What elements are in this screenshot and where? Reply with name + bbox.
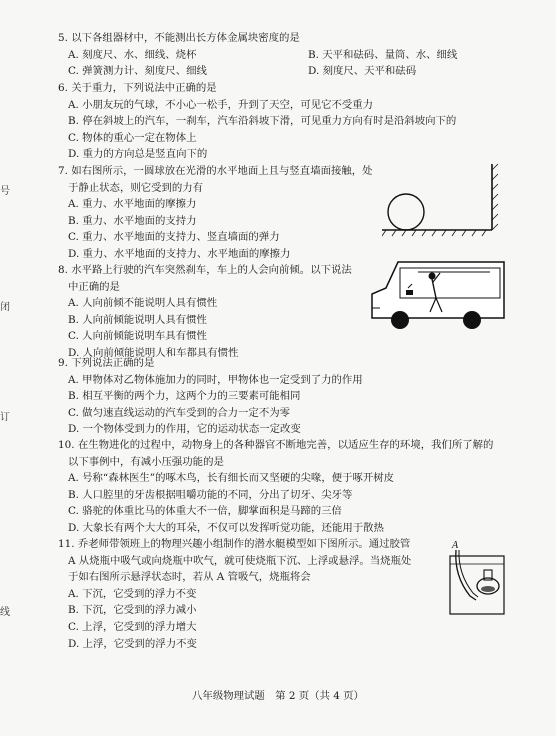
option-d: D. 重力的方向总是竖直向下的: [68, 148, 208, 161]
question-stem-cont-2: 于如右图所示悬浮状态时，若从 A 管吸气，烧瓶将会: [68, 571, 311, 584]
option-b: B. 停在斜坡上的汽车，一刹车，汽车沿斜坡下滑，可见重力方向有时是沿斜坡向下的: [68, 115, 457, 128]
margin-mark-3: 订: [0, 412, 10, 423]
option-d: D. 大象长有两个大大的耳朵，不仅可以发挥听觉功能，还能用于散热: [68, 521, 384, 534]
question-6: [58, 80, 488, 163]
option-c: C. 做匀速直线运动的汽车受到的合力一定不为零: [68, 406, 290, 419]
question-stem-cont: 于静止状态，则它受到的力有: [68, 181, 204, 194]
option-c: C. 重力、水平地面的支持力、竖直墙面的弹力: [68, 231, 280, 244]
options-row-2: [58, 63, 488, 80]
option-a: A. 人向前倾不能说明人具有惯性: [68, 297, 218, 310]
question-stem-cont: A 从烧瓶中吸气或向烧瓶中吹气，就可使烧瓶下沉、上浮或悬浮。当烧瓶处: [68, 554, 412, 567]
ball-wall-figure: [382, 162, 502, 242]
option-c: C. 骆驼的体重比马的体重大不一倍，脚掌面积是马蹄的三倍: [68, 505, 342, 518]
option-b: B. 相互平衡的两个力，这两个力的三要素可能相同: [68, 390, 301, 403]
question-stem: 9. 下列说法正确的是: [58, 357, 155, 369]
question-stem: 7. 如右图所示，一圆球放在光滑的水平地面上且与竖直墙面接触，处: [58, 165, 373, 177]
option-c: C. 物体的重心一定在物体上: [68, 131, 197, 144]
option-c: C. 弹簧测力计、刻度尺、细线: [68, 65, 207, 78]
option-d: D. 一个物体受到力的作用，它的运动状态一定改变: [68, 423, 301, 436]
option-b: B. 人向前倾能说明人具有惯性: [68, 313, 207, 326]
question-stem-cont: 中正确的是: [68, 280, 120, 293]
option-a: A. 甲物体对乙物体施加力的同时，甲物体也一定受到了力的作用: [68, 373, 363, 386]
margin-mark-1: 号: [0, 186, 10, 197]
option-a: A. 下沉，它受到的浮力不变: [68, 587, 197, 600]
option-a: A. 重力、水平地面的摩擦力: [68, 198, 197, 211]
question-stem: 11. 乔老师带领班上的物理兴趣小组制作的潜水艇模型如下图所示。通过胶管: [58, 538, 411, 550]
question-stem: 6. 关于重力，下列说法中正确的是: [58, 82, 217, 94]
option-a: A. 刻度尺、水、细线、烧杯: [68, 48, 197, 61]
submarine-model-figure: [448, 536, 508, 618]
question-stem: 8. 水平路上行驶的汽车突然刹车，车上的人会向前倾。以下说法: [58, 264, 352, 276]
question-11: [58, 536, 488, 652]
option-d: D. 重力、水平地面的支持力、水平地面的摩擦力: [68, 247, 291, 260]
margin-mark-2: 闭: [0, 302, 10, 313]
options-row-1: [58, 47, 488, 64]
option-d: D. 刻度尺、天平和砝码: [308, 65, 417, 78]
option-b: B. 重力、水平地面的支持力: [68, 214, 197, 227]
option-b: B. 人口腔里的牙齿根据咀嚼功能的不同，分出了切牙、尖牙等: [68, 488, 353, 501]
bus-passenger-figure: [368, 254, 510, 336]
option-d: D. 上浮，它受到的浮力不变: [68, 637, 197, 650]
question-stem: 5. 以下各组器材中，不能测出长方体金属块密度的是: [58, 32, 300, 44]
page-footer: 八年级物理试题 第 2 页（共 4 页）: [192, 690, 364, 702]
option-c: C. 上浮，它受到的浮力增大: [68, 620, 197, 633]
option-c: C. 人向前倾能说明车具有惯性: [68, 330, 207, 343]
question-stem: 10. 在生物进化的过程中，动物身上的各种器官不断地完善，以适应生存的环境，我们所了解的: [58, 439, 494, 451]
question-10: [58, 437, 494, 537]
option-a: A. 号称“森林医生”的啄木鸟，长有细长而又坚硬的尖喙，便于啄开树皮: [68, 472, 395, 485]
margin-mark-4: 线: [0, 607, 10, 618]
option-b: B. 天平和砝码、量筒、水、细线: [308, 48, 458, 61]
option-a: A. 小朋友玩的气球，不小心一松手，升到了天空，可见它不受重力: [68, 98, 374, 111]
tube-label-a: A: [452, 540, 459, 551]
question-stem-cont: 以下事例中，有减小压强功能的是: [68, 455, 224, 468]
question-5: [58, 30, 488, 80]
option-d: D. 人向前倾能说明人和车都具有惯性: [68, 346, 239, 359]
question-9: [58, 355, 488, 438]
option-b: B. 下沉，它受到的浮力减小: [68, 604, 197, 617]
